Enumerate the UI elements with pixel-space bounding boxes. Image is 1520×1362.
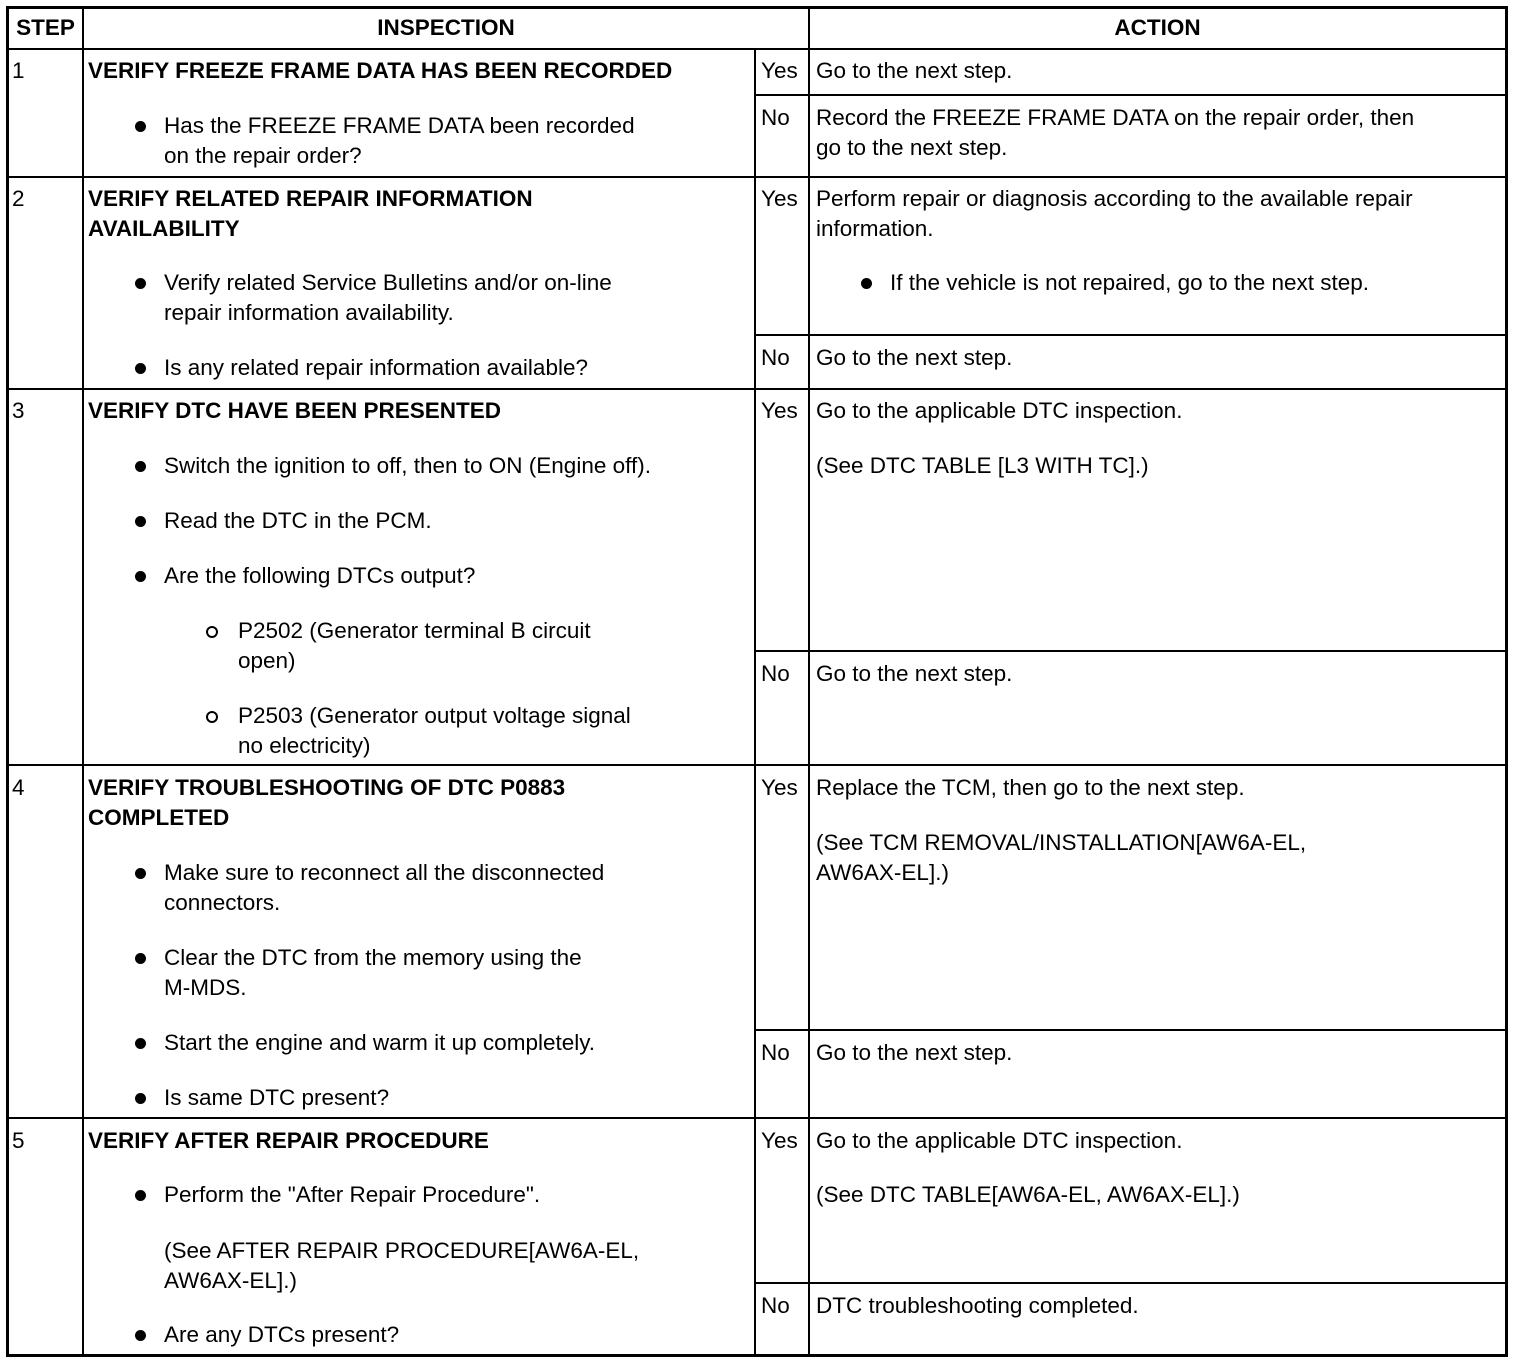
bullet-icon bbox=[135, 868, 146, 879]
bullet-icon bbox=[135, 121, 146, 132]
column-divider bbox=[754, 48, 756, 1357]
no-label: No bbox=[761, 1293, 790, 1318]
step-number: 1 bbox=[12, 58, 25, 83]
no-label: No bbox=[761, 105, 790, 130]
yes-action-reference: (See DTC TABLE [L3 WITH TC].) bbox=[816, 453, 1149, 478]
inspection-bullet: Is same DTC present? bbox=[164, 1085, 390, 1110]
yes-action: Perform repair or diagnosis according to the available repair bbox=[816, 186, 1413, 211]
inspection-bullet: repair information availability. bbox=[164, 300, 454, 325]
bullet-icon bbox=[135, 363, 146, 374]
bullet-icon bbox=[135, 1190, 146, 1201]
row-divider bbox=[6, 388, 1508, 390]
row-divider bbox=[6, 176, 1508, 178]
inspection-title: VERIFY AFTER REPAIR PROCEDURE bbox=[88, 1128, 489, 1153]
table-border-right bbox=[1505, 6, 1508, 1357]
no-action: Go to the next step. bbox=[816, 1040, 1013, 1065]
header-divider bbox=[6, 48, 1508, 50]
bullet-icon bbox=[135, 953, 146, 964]
inspection-reference: AW6AX-EL].) bbox=[164, 1268, 297, 1293]
table-border-bottom bbox=[6, 1354, 1508, 1357]
inspection-sub-bullet: P2503 (Generator output voltage signal bbox=[238, 703, 631, 728]
yes-label: Yes bbox=[761, 1128, 798, 1153]
step-number: 2 bbox=[12, 186, 25, 211]
row-divider bbox=[6, 764, 1508, 766]
yes-label: Yes bbox=[761, 398, 798, 423]
header-step: STEP bbox=[16, 15, 75, 40]
inspection-bullet: Are any DTCs present? bbox=[164, 1322, 400, 1347]
step-number: 4 bbox=[12, 775, 25, 800]
inspection-sub-bullet: open) bbox=[238, 648, 296, 673]
yes-no-divider bbox=[754, 650, 1508, 652]
yes-action: Go to the applicable DTC inspection. bbox=[816, 398, 1183, 423]
column-divider bbox=[808, 6, 810, 1357]
inspection-title: COMPLETED bbox=[88, 805, 230, 830]
inspection-title: VERIFY DTC HAVE BEEN PRESENTED bbox=[88, 398, 501, 423]
yes-action: Replace the TCM, then go to the next step. bbox=[816, 775, 1245, 800]
sub-bullet-icon bbox=[206, 626, 218, 638]
inspection-sub-bullet: P2502 (Generator terminal B circuit bbox=[238, 618, 591, 643]
inspection-bullet: Clear the DTC from the memory using the bbox=[164, 945, 582, 970]
inspection-reference: (See AFTER REPAIR PROCEDURE[AW6A-EL, bbox=[164, 1238, 640, 1263]
yes-no-divider bbox=[754, 1282, 1508, 1284]
bullet-icon bbox=[135, 1330, 146, 1341]
inspection-bullet: Switch the ignition to off, then to ON (Engine off). bbox=[164, 453, 651, 478]
row-divider bbox=[6, 1117, 1508, 1119]
inspection-bullet: connectors. bbox=[164, 890, 281, 915]
no-action: Go to the next step. bbox=[816, 661, 1013, 686]
table-border-top bbox=[6, 6, 1508, 9]
inspection-bullet: on the repair order? bbox=[164, 143, 362, 168]
bullet-icon bbox=[135, 278, 146, 289]
header-inspection: INSPECTION bbox=[377, 15, 515, 40]
yes-no-divider bbox=[754, 334, 1508, 336]
no-action: Go to the next step. bbox=[816, 345, 1013, 370]
yes-label: Yes bbox=[761, 58, 798, 83]
yes-no-divider bbox=[754, 94, 1508, 96]
bullet-icon bbox=[135, 516, 146, 527]
sub-bullet-icon bbox=[206, 711, 218, 723]
inspection-bullet: Are the following DTCs output? bbox=[164, 563, 476, 588]
step-number: 5 bbox=[12, 1128, 25, 1153]
inspection-bullet: Read the DTC in the PCM. bbox=[164, 508, 432, 533]
bullet-icon bbox=[861, 278, 872, 289]
yes-action-reference: (See DTC TABLE[AW6A-EL, AW6AX-EL].) bbox=[816, 1182, 1240, 1207]
bullet-icon bbox=[135, 1038, 146, 1049]
no-action: Record the FREEZE FRAME DATA on the repair order, then bbox=[816, 105, 1415, 130]
column-divider bbox=[82, 6, 84, 1357]
no-action: DTC troubleshooting completed. bbox=[816, 1293, 1139, 1318]
inspection-bullet: Start the engine and warm it up completely. bbox=[164, 1030, 596, 1055]
yes-no-divider bbox=[754, 1029, 1508, 1031]
yes-action-bullet: If the vehicle is not repaired, go to the next step. bbox=[890, 270, 1370, 295]
inspection-bullet: Make sure to reconnect all the disconnected bbox=[164, 860, 605, 885]
bullet-icon bbox=[135, 1093, 146, 1104]
yes-action-reference: (See TCM REMOVAL/INSTALLATION[AW6A-EL, bbox=[816, 830, 1307, 855]
no-label: No bbox=[761, 345, 790, 370]
bullet-icon bbox=[135, 571, 146, 582]
table-border-left bbox=[6, 6, 9, 1357]
yes-action: Go to the applicable DTC inspection. bbox=[816, 1128, 1183, 1153]
no-label: No bbox=[761, 661, 790, 686]
inspection-bullet: Perform the "After Repair Procedure". bbox=[164, 1182, 541, 1207]
inspection-bullet: Has the FREEZE FRAME DATA been recorded bbox=[164, 113, 635, 138]
inspection-bullet: M-MDS. bbox=[164, 975, 247, 1000]
inspection-bullet: Verify related Service Bulletins and/or on-line bbox=[164, 270, 612, 295]
yes-action: information. bbox=[816, 216, 934, 241]
inspection-title: VERIFY TROUBLESHOOTING OF DTC P0883 bbox=[88, 775, 566, 800]
inspection-bullet: Is any related repair information available? bbox=[164, 355, 588, 380]
inspection-title: VERIFY RELATED REPAIR INFORMATION bbox=[88, 186, 533, 211]
bullet-icon bbox=[135, 461, 146, 472]
inspection-title: AVAILABILITY bbox=[88, 216, 240, 241]
no-label: No bbox=[761, 1040, 790, 1065]
yes-action: Go to the next step. bbox=[816, 58, 1013, 83]
inspection-sub-bullet: no electricity) bbox=[238, 733, 371, 758]
yes-label: Yes bbox=[761, 186, 798, 211]
step-number: 3 bbox=[12, 398, 25, 423]
no-action: go to the next step. bbox=[816, 135, 1008, 160]
yes-label: Yes bbox=[761, 775, 798, 800]
header-action: ACTION bbox=[1114, 15, 1201, 40]
yes-action-reference: AW6AX-EL].) bbox=[816, 860, 949, 885]
inspection-title: VERIFY FREEZE FRAME DATA HAS BEEN RECORDED bbox=[88, 58, 673, 83]
